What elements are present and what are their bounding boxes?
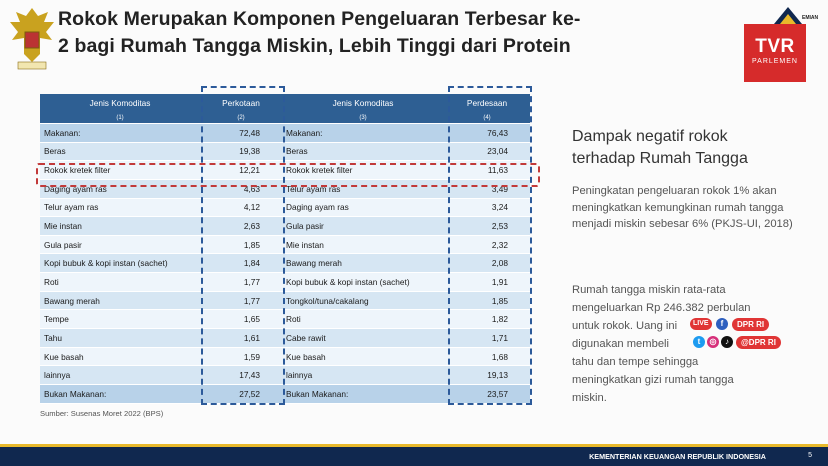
table-cell-value: 1,65 bbox=[200, 310, 282, 329]
tvr-logo-brand: TVR bbox=[755, 36, 795, 57]
table-cell-commodity: Kopi bubuk & kopi instan (sachet) bbox=[282, 273, 444, 292]
table-cell-value: 2,53 bbox=[444, 217, 530, 236]
live-badge: LIVE bbox=[690, 318, 712, 330]
table-cell-commodity: Mie instan bbox=[40, 217, 200, 236]
table-cell-commodity: Mie instan bbox=[282, 235, 444, 254]
table-cell-value: 1,77 bbox=[200, 273, 282, 292]
subheader-col-4: (4) bbox=[444, 112, 530, 124]
table-cell-commodity: Makanan: bbox=[40, 124, 200, 143]
table-cell-value: 1,85 bbox=[200, 235, 282, 254]
table-cell-commodity: Kue basah bbox=[40, 347, 200, 366]
table-cell-value: 11,63 bbox=[444, 161, 530, 180]
footer-stripe bbox=[0, 444, 828, 447]
table-cell-value: 1,59 bbox=[200, 347, 282, 366]
table-cell-commodity: Telur ayam ras bbox=[282, 179, 444, 198]
table-cell-value: 76,43 bbox=[444, 124, 530, 143]
table-cell-commodity: Tongkol/tuna/cakalang bbox=[282, 291, 444, 310]
slide-footer bbox=[0, 444, 828, 466]
table-cell-value: 4,63 bbox=[200, 179, 282, 198]
table-cell-commodity: Beras bbox=[282, 142, 444, 161]
side-p2-line-5: tahu dan tempe sehingga bbox=[572, 356, 699, 368]
table-cell-value: 17,43 bbox=[200, 366, 282, 385]
table-cell-value: 1,61 bbox=[200, 329, 282, 348]
table-cell-commodity: Bawang merah bbox=[40, 291, 200, 310]
table-cell-value: 12,21 bbox=[200, 161, 282, 180]
table-cell-commodity: Tempe bbox=[40, 310, 200, 329]
table-cell-commodity: lainnya bbox=[282, 366, 444, 385]
table-cell-value: 2,63 bbox=[200, 217, 282, 236]
side-heading bbox=[572, 126, 748, 170]
table-cell-commodity: Beras bbox=[40, 142, 200, 161]
table-cell-commodity: Telur ayam ras bbox=[40, 198, 200, 217]
table-cell-value: 2,32 bbox=[444, 235, 530, 254]
table-cell-value: 1,68 bbox=[444, 347, 530, 366]
footer-ministry-text: KEMENTERIAN KEUANGAN REPUBLIK INDONESIA bbox=[589, 452, 766, 461]
table-cell-value: 3,24 bbox=[444, 198, 530, 217]
garuda-emblem-logo bbox=[4, 2, 60, 74]
header-urban: Perkotaan bbox=[200, 94, 282, 112]
table-cell-commodity: Roti bbox=[282, 310, 444, 329]
table-cell-value: 23,04 bbox=[444, 142, 530, 161]
table-cell-value: 1,77 bbox=[200, 291, 282, 310]
table-cell-value: 23,57 bbox=[444, 384, 530, 403]
rural-column-highlight bbox=[448, 86, 532, 405]
table-cell-value: 3,49 bbox=[444, 179, 530, 198]
facebook-icon: f bbox=[716, 318, 728, 330]
table-cell-commodity: Tahu bbox=[40, 329, 200, 348]
table-cell-commodity: lainnya bbox=[40, 366, 200, 385]
side-p2-line-1: Rumah tangga miskin rata-rata bbox=[572, 284, 726, 296]
side-p2-line-7: miskin. bbox=[572, 392, 607, 404]
table-cell-commodity: Bukan Makanan: bbox=[282, 384, 444, 403]
ministry-logo-text: EMIAN bbox=[802, 15, 819, 21]
tvr-parlemen-logo bbox=[744, 24, 806, 82]
table-cell-commodity: Rokok kretek filter bbox=[40, 161, 200, 180]
table-cell-value: 1,71 bbox=[444, 329, 530, 348]
table-cell-value: 1,82 bbox=[444, 310, 530, 329]
table-cell-commodity: Gula pasir bbox=[40, 235, 200, 254]
tiktok-icon: ♪ bbox=[721, 336, 733, 348]
table-cell-value: 19,38 bbox=[200, 142, 282, 161]
table-cell-commodity: Roti bbox=[40, 273, 200, 292]
table-cell-value: 72,48 bbox=[200, 124, 282, 143]
table-cell-commodity: Kue basah bbox=[282, 347, 444, 366]
table-cell-commodity: Bawang merah bbox=[282, 254, 444, 273]
side-p2-line-4: digunakan membeli bbox=[572, 338, 670, 350]
table-cell-commodity: Rokok kretek filter bbox=[282, 161, 444, 180]
side-p2-line-2: mengeluarkan Rp 246.382 perbulan bbox=[572, 302, 751, 314]
instagram-icon: ◎ bbox=[707, 336, 719, 348]
table-cell-value: 19,13 bbox=[444, 366, 530, 385]
slide-title bbox=[58, 6, 698, 60]
table-cell-commodity: Gula pasir bbox=[282, 217, 444, 236]
side-p2-line-3: untuk rokok. Uang ini bbox=[572, 320, 678, 332]
twitter-icon: t bbox=[693, 336, 705, 348]
table-cell-commodity: Cabe rawit bbox=[282, 329, 444, 348]
side-heading-line-1: Dampak negatif rokok bbox=[572, 128, 728, 145]
table-cell-commodity: Makanan: bbox=[282, 124, 444, 143]
table-cell-value: 2,08 bbox=[444, 254, 530, 273]
table-cell-commodity: Daging ayam ras bbox=[282, 198, 444, 217]
table-cell-value: 4,12 bbox=[200, 198, 282, 217]
header-commodity-rural: Jenis Komoditas bbox=[282, 94, 444, 112]
subheader-col-2: (2) bbox=[200, 112, 282, 124]
side-p2-line-6: meningkatkan gizi rumah tangga bbox=[572, 374, 734, 386]
table-cell-commodity: Bukan Makanan: bbox=[40, 384, 200, 403]
table-cell-value: 27,52 bbox=[200, 384, 282, 403]
table-cell-commodity: Kopi bubuk & kopi instan (sachet) bbox=[40, 254, 200, 273]
title-line-2: 2 bagi Rumah Tangga Miskin, Lebih Tinggi dari Protein bbox=[58, 35, 571, 57]
table-cell-value: 1,91 bbox=[444, 273, 530, 292]
side-paragraph-1: Peningkatan pengeluaran rokok 1% akan meningkatkan kemungkinan rumah tangga menjadi miskin sebesar 6% (PKJS-UI, 2018) bbox=[572, 185, 793, 230]
urban-column-highlight bbox=[201, 86, 285, 405]
dpr-ri-badge: DPR RI bbox=[732, 318, 769, 331]
header-rural: Perdesaan bbox=[444, 94, 530, 112]
subheader-col-3: (3) bbox=[282, 112, 444, 124]
cigarette-row-highlight bbox=[36, 163, 540, 187]
tvr-logo-sub: PARLEMEN bbox=[752, 58, 798, 65]
page-number: 5 bbox=[808, 452, 812, 459]
table-cell-value: 1,84 bbox=[200, 254, 282, 273]
table-source-note: Sumber: Susenas Moret 2022 (BPS) bbox=[40, 409, 164, 418]
subheader-col-1: (1) bbox=[40, 112, 200, 124]
table-cell-value: 1,85 bbox=[444, 291, 530, 310]
header-commodity-urban: Jenis Komoditas bbox=[40, 94, 200, 112]
dpr-ri-handle-badge: @DPR RI bbox=[736, 336, 781, 349]
side-heading-line-2: terhadap Rumah Tangga bbox=[572, 150, 748, 167]
table-cell-commodity: Daging ayam ras bbox=[40, 179, 200, 198]
title-line-1: Rokok Merupakan Komponen Pengeluaran Terbesar ke- bbox=[58, 8, 581, 30]
